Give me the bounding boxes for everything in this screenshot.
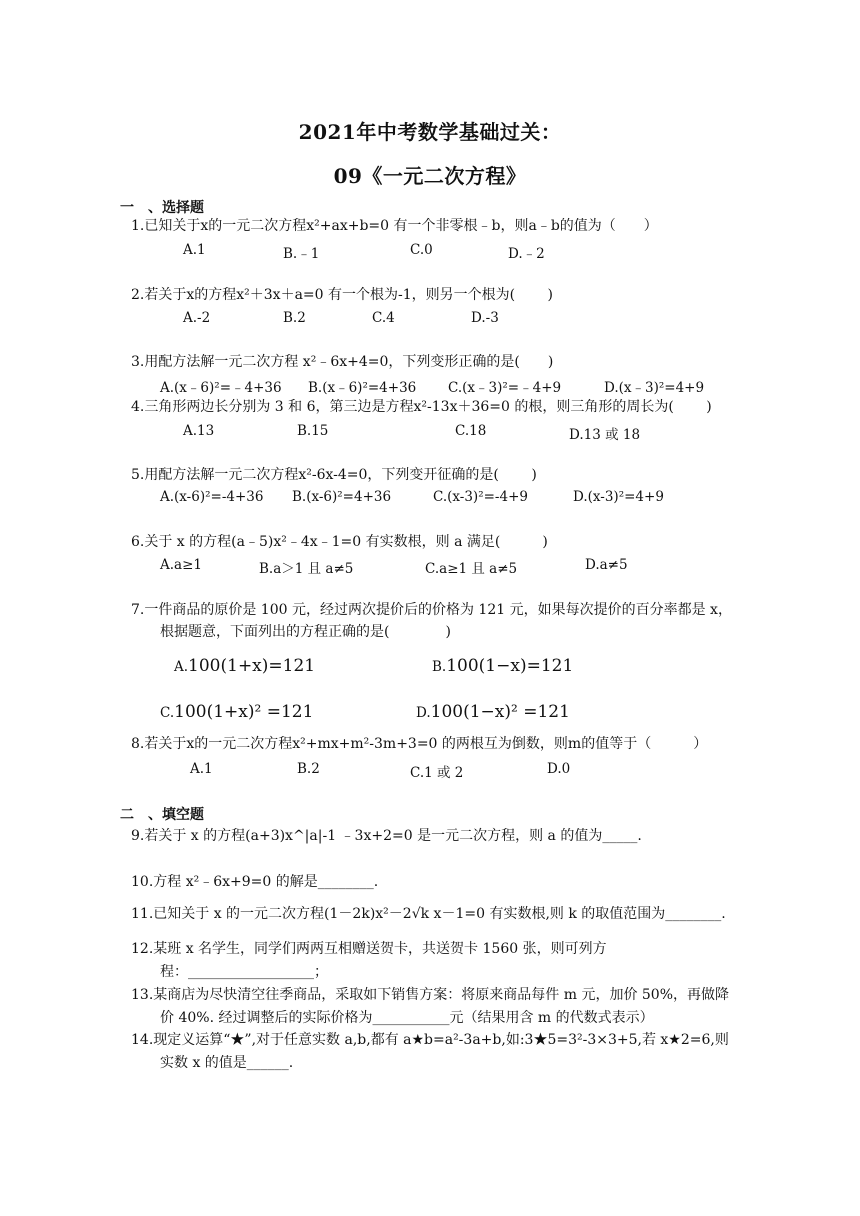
- q5-option-b: B.(x-6)²=4+36: [292, 489, 392, 505]
- q7-option-d: [416, 702, 570, 722]
- section-heading-fill-in: 二 、填空题: [120, 807, 204, 823]
- q1-option-b: B.﹣1: [283, 246, 320, 262]
- page-subtitle: 09《一元二次方程》: [333, 164, 527, 188]
- q8-option-b: B.2: [297, 761, 320, 777]
- q7-option-c-label: C.: [160, 705, 175, 721]
- question-12-line-1: 12.某班 x 名学生，同学们两两互相赠送贺卡，共送贺卡 1560 张，则可列方: [131, 941, 607, 957]
- question-1: 1.已知关于x的一元二次方程x²+ax+b=0 有一个非零根﹣b，则a﹣b的值为（ ）: [131, 218, 658, 234]
- q4-option-b: B.15: [297, 423, 329, 439]
- question-3: 3.用配方法解一元二次方程 x²﹣6x+4=0，下列变形正确的是( ): [131, 354, 554, 370]
- question-14-line-1: 14.现定义运算“★”,对于任意实数 a,b,都有 a★b=a²-3a+b,如:3★5=3²-3×3+5,若 x★2=6,则: [131, 1032, 729, 1048]
- question-11: 11.已知关于 x 的一元二次方程(1－2k)x²－2√k x－1=0 有实数根,则 k 的取值范围为________.: [131, 906, 726, 922]
- q4-option-a: A.13: [183, 423, 215, 439]
- question-12-line-2: 程：__________________；: [160, 964, 328, 980]
- q5-option-a: A.(x-6)²=-4+36: [160, 489, 264, 505]
- q8-option-d: D.0: [547, 761, 571, 777]
- q3-option-a: A.(x﹣6)²=﹣4+36: [160, 380, 282, 396]
- question-4: 4.三角形两边长分别为 3 和 6，第三边是方程x²-13x＋36=0 的根，则三角形的周长为( ): [131, 399, 712, 415]
- q2-option-c: C.4: [372, 310, 395, 326]
- q6-option-c: C.a≥1 且 a≠5: [425, 561, 518, 577]
- page-title: 2021年中考数学基础过关：: [298, 120, 562, 144]
- question-7-line-2: 根据题意，下面列出的方程正确的是( ): [160, 624, 451, 640]
- q7-option-d-formula: 100(1−x)² =121: [430, 702, 570, 722]
- q1-option-a: A.1: [183, 242, 206, 258]
- q7-option-b-label: B.: [432, 659, 447, 675]
- q7-option-b: [432, 656, 573, 676]
- q7-option-a-formula: 100(1+x)=121: [188, 656, 316, 676]
- section-heading-multiple-choice: 一 、选择题: [120, 200, 204, 216]
- question-13-line-1: 13.某商店为尽快清空往季商品，采取如下销售方案：将原来商品每件 m 元，加价 50%，再做降: [131, 987, 730, 1003]
- q1-option-d: D.﹣2: [508, 246, 545, 262]
- q6-option-d: D.a≠5: [585, 557, 628, 573]
- question-10: 10.方程 x²﹣6x+9=0 的解是________.: [131, 874, 379, 890]
- q2-option-b: B.2: [283, 310, 306, 326]
- question-9: 9.若关于 x 的方程(a+3)x^|a|-1 ﹣3x+2=0 是一元二次方程，则 a 的值为_____.: [131, 828, 642, 844]
- q3-option-b: B.(x﹣6)²=4+36: [308, 380, 417, 396]
- question-8: 8.若关于x的一元二次方程x²+mx+m²-3m+3=0 的两根互为倒数，则m的值等于（ ）: [131, 736, 708, 752]
- q6-option-a: A.a≥1: [160, 557, 202, 573]
- q7-option-d-label: D.: [416, 705, 431, 721]
- q7-option-c: [160, 702, 313, 722]
- q5-option-d: D.(x-3)²=4+9: [573, 489, 664, 505]
- q1-option-c: C.0: [410, 242, 433, 258]
- q2-option-a: A.-2: [183, 310, 211, 326]
- q7-option-c-formula: 100(1+x)² =121: [174, 702, 314, 722]
- q3-option-d: D.(x﹣3)²=4+9: [604, 380, 705, 396]
- q7-option-b-formula: 100(1−x)=121: [446, 656, 574, 676]
- q2-option-d: D.-3: [471, 310, 499, 326]
- question-6: 6.关于 x 的方程(a﹣5)x²﹣4x﹣1=0 有实数根，则 a 满足( ): [131, 534, 548, 550]
- question-5: 5.用配方法解一元二次方程x²-6x-4=0，下列变开征确的是( ): [131, 467, 537, 483]
- q6-option-b: B.a＞1 且 a≠5: [259, 561, 354, 577]
- q5-option-c: C.(x-3)²=-4+9: [433, 489, 528, 505]
- question-7-line-1: 7.一件商品的原价是 100 元，经过两次提价后的价格为 121 元，如果每次提价的百分率都是 x，: [131, 602, 732, 618]
- q8-option-a: A.1: [190, 761, 213, 777]
- question-13-line-2: 价 40%. 经过调整后的实际价格为___________元（结果用含 m 的代数式表示）: [160, 1010, 654, 1026]
- q3-option-c: C.(x﹣3)²=﹣4+9: [448, 380, 562, 396]
- question-14-line-2: 实数 x 的值是______.: [160, 1055, 294, 1071]
- q7-option-a: [174, 656, 315, 676]
- q7-option-a-label: A.: [174, 659, 189, 675]
- q4-option-d: D.13 或 18: [569, 427, 641, 443]
- q8-option-c: C.1 或 2: [410, 765, 464, 781]
- question-2: 2.若关于x的方程x²＋3x＋a=0 有一个根为-1，则另一个根为( ): [131, 287, 554, 303]
- q4-option-c: C.18: [455, 423, 487, 439]
